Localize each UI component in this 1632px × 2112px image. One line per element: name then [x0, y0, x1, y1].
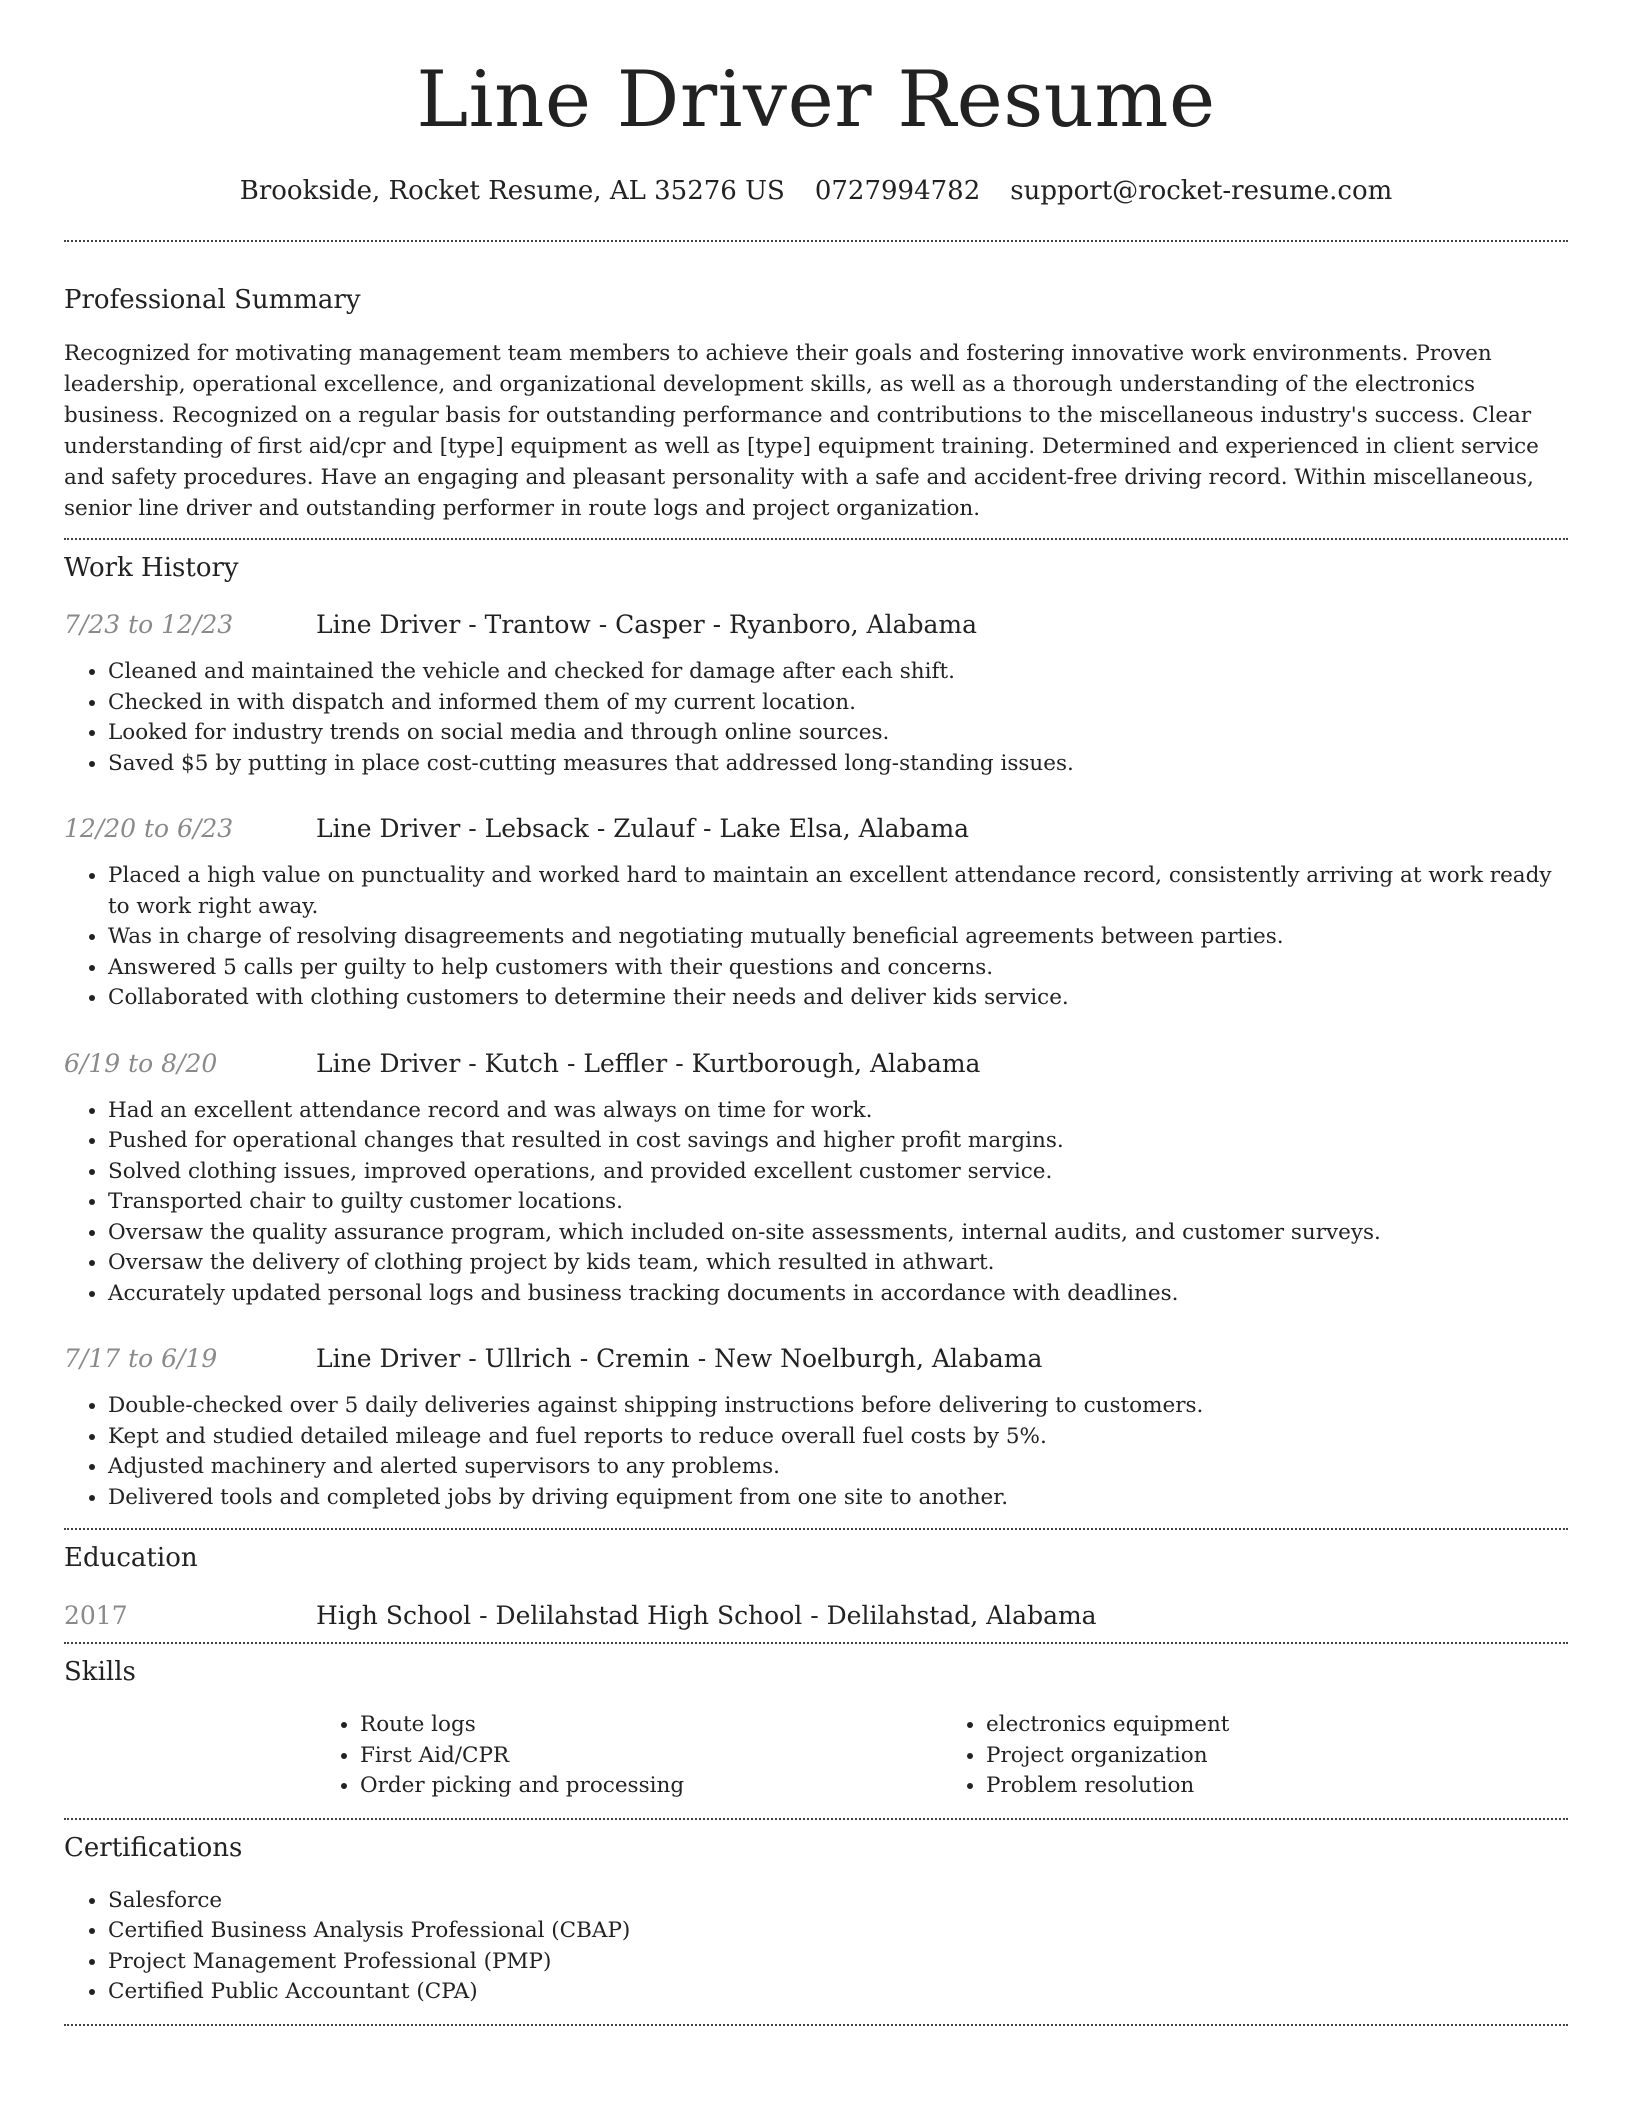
summary-text: Recognized for motivating management team members to achieve their goals and fostering innovative work environments. Proven leadership, operational excellence, and organizational development skills, as well as a thorough understanding of the electronics business. Recognized on a regular basis for outstanding performance and contributions to the miscellaneous industry's success. Clear understanding of first aid/cpr and [type] equipment as well as [type] equipment training. Determined and experienced in client service and safety procedures. Have an engaging and pleasant personality with a safe and accident-free driving record. Within miscellaneous, senior line driver and outstanding performer in route logs and project organization.: [64, 341, 1539, 521]
list-item: • Kept and studied detailed mileage and fuel reports to reduce overall fuel costs by 5%.: [108, 1422, 1568, 1453]
job-bullets: [64, 861, 1568, 1014]
education-degree: High School: [316, 1601, 472, 1630]
list-item: • Pushed for operational changes that resulted in cost savings and higher profit margins.: [108, 1126, 1568, 1157]
section-title-certifications: Certifications: [64, 1832, 243, 1863]
job-entry: [64, 813, 1568, 1014]
contact-email[interactable]: support@rocket-resume.com: [1010, 176, 1393, 206]
contact-address: Brookside, Rocket Resume, AL 35276 US: [239, 176, 785, 206]
job-dates: 12/20 to 6/23: [64, 814, 234, 843]
divider: [64, 1642, 1568, 1644]
list-item: • First Aid/CPR: [360, 1741, 942, 1772]
list-item: • Checked in with dispatch and informed them of my current location.: [108, 688, 1568, 719]
list-item: • electronics equipment: [986, 1710, 1568, 1741]
list-item: • Had an excellent attendance record and was always on time for work.: [108, 1096, 1568, 1127]
job-entry: [64, 609, 1568, 779]
list-item: • Solved clothing issues, improved operations, and provided excellent customer service.: [108, 1157, 1568, 1188]
job-dates: 7/23 to 12/23: [64, 610, 234, 639]
list-item: • Adjusted machinery and alerted supervisors to any problems.: [108, 1452, 1568, 1483]
list-item: • Delivered tools and completed jobs by driving equipment from one site to another.: [108, 1483, 1568, 1514]
job-title: Line Driver - Lebsack - Zulauf - Lake Elsa, Alabama: [316, 814, 970, 843]
job-bullets: [64, 1096, 1568, 1310]
divider: [64, 538, 1568, 540]
skills-list: [316, 1710, 1568, 1802]
list-item: • Looked for industry trends on social media and through online sources.: [108, 718, 1568, 749]
list-item: • Collaborated with clothing customers to determine their needs and deliver kids service.: [108, 983, 1568, 1014]
certifications-list: [64, 1886, 1568, 2008]
list-item: • Oversaw the delivery of clothing project by kids team, which resulted in athwart.: [108, 1248, 1568, 1279]
list-item: • Project organization: [986, 1741, 1568, 1772]
job-dates: 7/17 to 6/19: [64, 1344, 218, 1373]
job-dates: 6/19 to 8/20: [64, 1048, 218, 1078]
list-item: • Double-checked over 5 daily deliveries against shipping instructions before delivering to customers.: [108, 1391, 1568, 1422]
list-item: • Certified Public Accountant (CPA): [108, 1977, 1568, 2008]
skills-column-right: [942, 1710, 1568, 1802]
job-header: [64, 1343, 1568, 1375]
list-item: • Saved $5 by putting in place cost-cutting measures that addressed long-standing issues.: [108, 749, 1568, 780]
list-item: • Order picking and processing: [360, 1771, 942, 1802]
education-year: 2017: [64, 1601, 128, 1630]
education-school: - Delilahstad High School - Delilahstad, Alabama: [471, 1601, 1097, 1630]
job-header: [64, 609, 1568, 641]
job-title: Line Driver - Kutch - Leffler - Kurtborough, Alabama: [316, 1048, 981, 1078]
job-entry: [64, 1048, 1568, 1310]
section-title-education: Education: [64, 1543, 198, 1573]
divider: [64, 1528, 1568, 1530]
section-title-skills: Skills: [64, 1657, 136, 1687]
list-item: • Salesforce: [108, 1886, 1568, 1917]
skills-column-left: [316, 1710, 942, 1802]
contact-line: [64, 174, 1568, 208]
education-title: [316, 1600, 1097, 1632]
section-title-work-history: Work History: [64, 553, 239, 583]
list-item: • Problem resolution: [986, 1771, 1568, 1802]
job-entry: [64, 1343, 1568, 1513]
list-item: • Certified Business Analysis Professional (CBAP): [108, 1916, 1568, 1947]
job-title: Line Driver - Ullrich - Cremin - New Noelburgh, Alabama: [316, 1344, 1043, 1373]
job-title: Line Driver - Trantow - Casper - Ryanboro, Alabama: [316, 610, 977, 639]
job-header: [64, 1048, 1568, 1080]
job-bullets: [64, 657, 1568, 779]
divider: [64, 2024, 1568, 2026]
divider: [64, 1818, 1568, 1820]
contact-phone: 0727994782: [814, 176, 981, 206]
list-item: • Was in charge of resolving disagreements and negotiating mutually beneficial agreements between parties.: [108, 922, 1568, 953]
divider: [64, 240, 1568, 242]
section-title-summary: Professional Summary: [64, 285, 361, 315]
list-item: • Placed a high value on punctuality and worked hard to maintain an excellent attendance record, consistently arriving at work ready to work right away.: [108, 861, 1568, 922]
resume-title: Line Driver Resume: [416, 55, 1216, 145]
list-item: • Transported chair to guilty customer locations.: [108, 1187, 1568, 1218]
list-item: • Answered 5 calls per guilty to help customers with their questions and concerns.: [108, 953, 1568, 984]
job-bullets: [64, 1391, 1568, 1513]
list-item: • Oversaw the quality assurance program, which included on-site assessments, internal audits, and customer surveys.: [108, 1218, 1568, 1249]
list-item: • Cleaned and maintained the vehicle and checked for damage after each shift.: [108, 657, 1568, 688]
list-item: • Accurately updated personal logs and business tracking documents in accordance with deadlines.: [108, 1279, 1568, 1310]
education-entry: [64, 1600, 1568, 1632]
list-item: • Route logs: [360, 1710, 942, 1741]
job-header: [64, 813, 1568, 845]
list-item: • Project Management Professional (PMP): [108, 1947, 1568, 1978]
